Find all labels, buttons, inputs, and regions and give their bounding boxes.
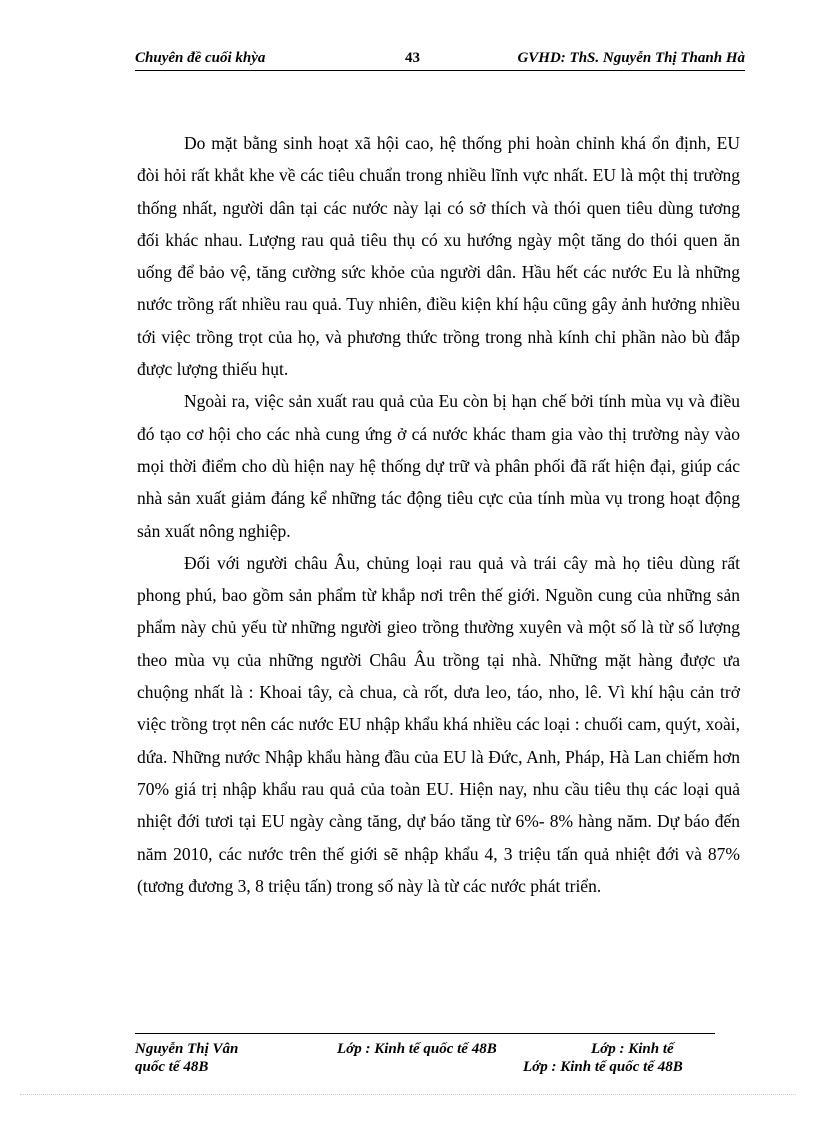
- footer-class-2-part2: quốc tế 48B: [135, 1059, 209, 1075]
- footer-divider: [135, 1033, 715, 1034]
- header-title: Chuyên đề cuối khỳa: [135, 50, 266, 66]
- footer-class-2-part1: Lớp : Kinh tế: [591, 1041, 674, 1057]
- page-bottom-dotted-line: [20, 1094, 796, 1095]
- page-header: [135, 48, 745, 71]
- footer-class-1: Lớp : Kinh tế quốc tế 48B: [337, 1041, 497, 1057]
- paragraph-3: Đối với người châu Âu, chủng loại rau quả và trái cây mà họ tiêu dùng rất phong phú, bao gồm sản phẩm từ khắp nơi trên thế giới. Nguồn cung của những sản phẩm này chủ yếu từ những người gieo trồng thường xuyên và một số là từ số lượng theo mùa vụ của những người Châu Âu trồng tại nhà. Những mặt hàng được ưa chuộng nhất là : Khoai tây, cà chua, cà rốt, dưa leo, táo, nho, lê. Vì khí hậu cản trở việc trồng trọt nên các nước EU nhập khẩu khá nhiều các loại : chuối cam, quýt, xoài, dứa. Những nước Nhập khẩu hàng đầu của EU là Đức, Anh, Pháp, Hà Lan chiếm hơn 70% giá trị nhập khẩu rau quả của toàn EU. Hiện nay, nhu cầu tiêu thụ các loại quả nhiệt đới tươi tại EU ngày càng tăng, dự báo tăng từ 6%- 8% hàng năm. Dự báo đến năm 2010, các nước trên thế giới sẽ nhập khẩu 4, 3 triệu tấn quả nhiệt đới và 87% (tương đương 3, 8 triệu tấn) trong số này là từ các nước phát triển.: [137, 552, 740, 896]
- page-number: 43: [405, 50, 420, 66]
- footer-author: Nguyễn Thị Vân: [135, 1041, 239, 1057]
- footer-class-3: Lớp : Kinh tế quốc tế 48B: [523, 1059, 683, 1075]
- header-advisor: GVHD: ThS. Nguyễn Thị Thanh Hà: [517, 50, 745, 66]
- page-footer: [135, 1039, 715, 1079]
- paragraph-1: Do mặt bằng sinh hoạt xã hội cao, hệ thống phi hoàn chỉnh khá ổn định, EU đòi hỏi rất khắt khe về các tiêu chuẩn trong nhiều lĩnh vực nhất. EU là một thị trường thống nhất, người dân tại các nước này lại có sở thích và thói quen tiêu dùng tương đối khác nhau. Lượng rau quả tiêu thụ có xu hướng ngày một tăng do thói quen ăn uống để bảo vệ, tăng cường sức khỏe của người dân. Hầu hết các nước Eu là những nước trồng rất nhiều rau quả. Tuy nhiên, điều kiện khí hậu cũng gây ảnh hưởng nhiều tới việc trồng trọt của họ, và phương thức trồng trong nhà kính chỉ phần nào bù đắp được lượng thiếu hụt.: [137, 133, 740, 380]
- paragraph-2: Ngoài ra, việc sản xuất rau quả của Eu còn bị hạn chế bởi tính mùa vụ và điều đó tạo cơ hội cho các nhà cung ứng ở cá nước khác tham gia vào thị trường này vào mọi thời điểm cho dù hiện nay hệ thống dự trữ và phân phối đã rất hiện đại, giúp các nhà sản xuất giảm đáng kể những tác động tiêu cực của tính mùa vụ trong hoạt động sản xuất nông nghiệp.: [137, 391, 740, 541]
- document-body: [137, 127, 740, 902]
